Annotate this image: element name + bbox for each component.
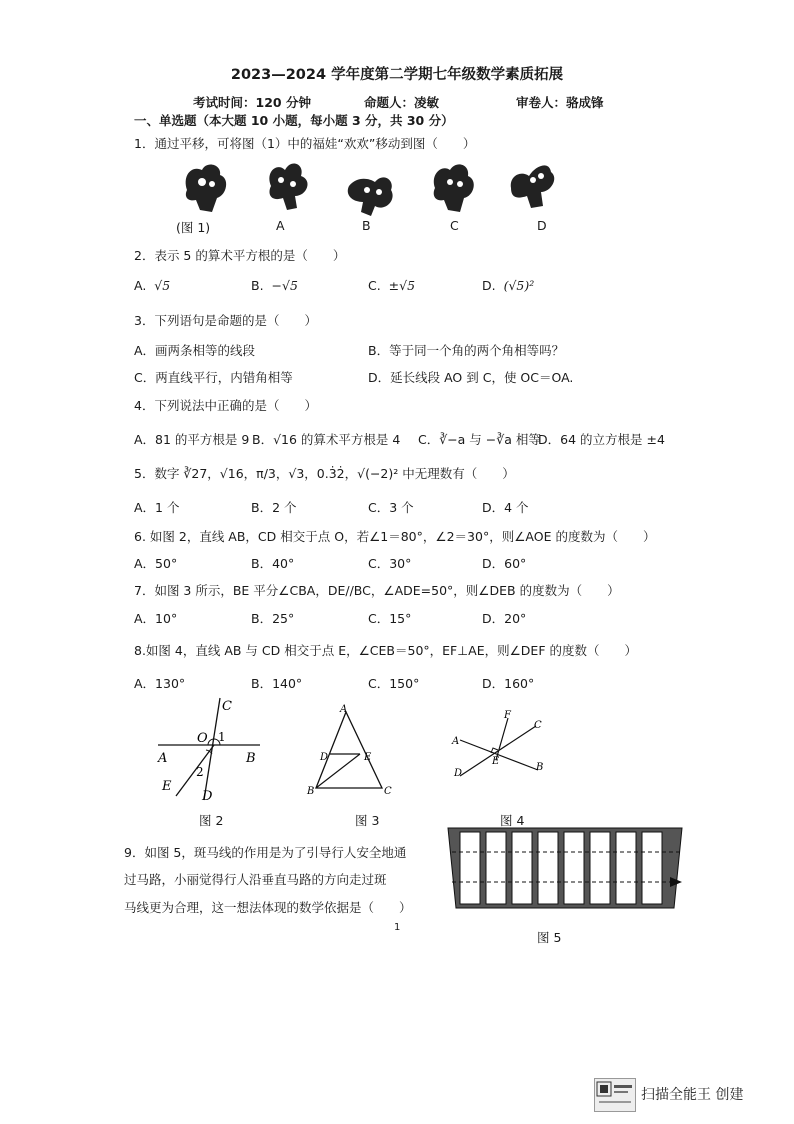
fig2-label-1: 1 bbox=[218, 730, 226, 744]
figure-3-diagram bbox=[304, 704, 396, 798]
q3-option-d: D．延长线段 AO 到 C，使 OC＝OA. bbox=[368, 370, 574, 385]
figure-5-caption: 图 5 bbox=[537, 930, 562, 945]
q4-option-b: B．√16 的算术平方根是 4 bbox=[252, 432, 401, 447]
q2-option-a: A. √5 bbox=[134, 278, 171, 293]
q5-option-b: B．2 个 bbox=[251, 500, 297, 515]
fuwa-option-b bbox=[348, 177, 393, 216]
fig4-label-e: E bbox=[492, 756, 500, 767]
figure-4-diagram bbox=[450, 706, 550, 786]
option-a-label: A bbox=[276, 218, 285, 233]
figure-3-caption: 图 3 bbox=[355, 813, 380, 828]
fig3-label-e: E bbox=[364, 752, 372, 763]
fig2-label-c: C bbox=[222, 699, 232, 714]
q4-option-d: D．64 的立方根是 ±4 bbox=[538, 432, 665, 447]
option-d-label: D bbox=[537, 218, 547, 233]
fig2-label-o: O bbox=[197, 731, 208, 746]
fig2-label-2: 2 bbox=[196, 765, 204, 779]
option-b-label: B bbox=[362, 218, 371, 233]
fig2-label-d: D bbox=[202, 789, 213, 804]
q5-option-c: C．3 个 bbox=[368, 500, 414, 515]
q6-option-a: A．50° bbox=[134, 556, 178, 571]
q6-option-b: B．40° bbox=[251, 556, 295, 571]
question-9-line-1: 9．如图 5，斑马线的作用是为了引导行人安全地通 bbox=[124, 845, 407, 860]
section-heading: 一、单选题（本大题 10 小题，每小题 3 分，共 30 分） bbox=[134, 113, 454, 128]
fig1-label: (图 1) bbox=[176, 220, 211, 235]
fig2-label-a: A bbox=[158, 751, 168, 766]
question-1-stem: 1．通过平移，可将图（1）中的福娃“欢欢”移动到图（ ） bbox=[134, 136, 476, 151]
question-3-stem: 3．下列语句是命题的是（ ） bbox=[134, 313, 317, 328]
q7-option-d: D．20° bbox=[482, 611, 527, 626]
q7-option-a: A．10° bbox=[134, 611, 178, 626]
question-5-stem: 5．数字 ∛27，√16，π/3，√3，0.3̇2̇，√(−2)² 中无理数有（ ） bbox=[134, 466, 515, 481]
fig2-label-e: E bbox=[162, 779, 172, 794]
q3-option-a: A．画两条相等的线段 bbox=[134, 343, 256, 358]
q8-option-b: B．140° bbox=[251, 676, 303, 691]
question-4-stem: 4．下列说法中正确的是（ ） bbox=[134, 398, 317, 413]
fig4-label-b: B bbox=[536, 762, 544, 773]
question-2-stem: 2．表示 5 的算术平方根的是（ ） bbox=[134, 248, 346, 263]
q2-option-c: C. ±√5 bbox=[368, 278, 416, 293]
scanner-logo bbox=[594, 1078, 636, 1112]
q3-option-c: C．两直线平行，内错角相等 bbox=[134, 370, 293, 385]
fuwa-option-c bbox=[434, 164, 474, 212]
q3-option-b: B．等于同一个角的两个角相等吗？ bbox=[368, 343, 565, 358]
fuwa-images bbox=[160, 158, 580, 216]
fig2-label-b: B bbox=[246, 751, 256, 766]
fuwa-figure-1 bbox=[186, 165, 226, 212]
q2-option-d: D. (√5)² bbox=[482, 278, 535, 293]
q7-option-c: C．15° bbox=[368, 611, 412, 626]
exam-author: 命题人：凌敏 bbox=[364, 95, 440, 110]
fuwa-option-a bbox=[269, 163, 307, 210]
question-8-stem: 8.如图 4，直线 AB 与 CD 相交于点 E，∠CEB＝50°，EF⊥AE，则∠DEF 的度数（ ） bbox=[134, 643, 637, 658]
q6-option-d: D．60° bbox=[482, 556, 527, 571]
q7-option-b: B．25° bbox=[251, 611, 295, 626]
figure-4-caption: 图 4 bbox=[500, 813, 525, 828]
q8-option-d: D．160° bbox=[482, 676, 535, 691]
q2-option-b: B. −√5 bbox=[251, 278, 298, 293]
q8-option-c: C．150° bbox=[368, 676, 420, 691]
question-9-line-3: 马线更为合理，这一想法体现的数学依据是（ ） bbox=[124, 900, 412, 915]
figure-2-caption: 图 2 bbox=[199, 813, 224, 828]
page-title: 2023—2024 学年度第二学期七年级数学素质拓展 bbox=[230, 67, 564, 83]
fuwa-option-d bbox=[511, 165, 554, 208]
fig3-label-c: C bbox=[384, 786, 392, 797]
scanner-watermark-text: 扫描全能王 创建 bbox=[641, 1087, 744, 1103]
fig3-label-d: D bbox=[320, 752, 329, 763]
exam-time: 考试时间：120 分钟 bbox=[193, 95, 311, 110]
q8-option-a: A．130° bbox=[134, 676, 186, 691]
fig4-label-f: F bbox=[504, 710, 511, 721]
q4-option-a: A．81 的平方根是 9 bbox=[134, 432, 250, 447]
page-number: 1 bbox=[394, 922, 401, 933]
question-9-line-2: 过马路，小丽觉得行人沿垂直马路的方向走过斑 bbox=[124, 872, 387, 887]
fig3-label-b: B bbox=[307, 786, 315, 797]
q4-option-c: C．∛−a 与 −∛a 相等 bbox=[418, 432, 541, 447]
fig4-label-a: A bbox=[452, 736, 460, 747]
question-7-stem: 7．如图 3 所示，BE 平分∠CBA，DE//BC，∠ADE=50°，则∠DEB 的度数为（ ） bbox=[134, 583, 620, 598]
fig4-label-c: C bbox=[534, 720, 542, 731]
q5-option-a: A．1 个 bbox=[134, 500, 180, 515]
question-6-stem: 6. 如图 2，直线 AB，CD 相交于点 O，若∠1＝80°，∠2＝30°，则∠AOE 的度数为（ ） bbox=[134, 529, 656, 544]
figure-5-crosswalk bbox=[444, 822, 686, 914]
fig4-label-d: D bbox=[454, 768, 463, 779]
q6-option-c: C．30° bbox=[368, 556, 412, 571]
exam-reviewer: 审卷人：骆成锋 bbox=[516, 95, 604, 110]
fig3-label-a: A bbox=[340, 704, 348, 715]
option-c-label: C bbox=[450, 218, 459, 233]
q5-option-d: D．4 个 bbox=[482, 500, 529, 515]
figure-2-diagram bbox=[150, 692, 270, 804]
